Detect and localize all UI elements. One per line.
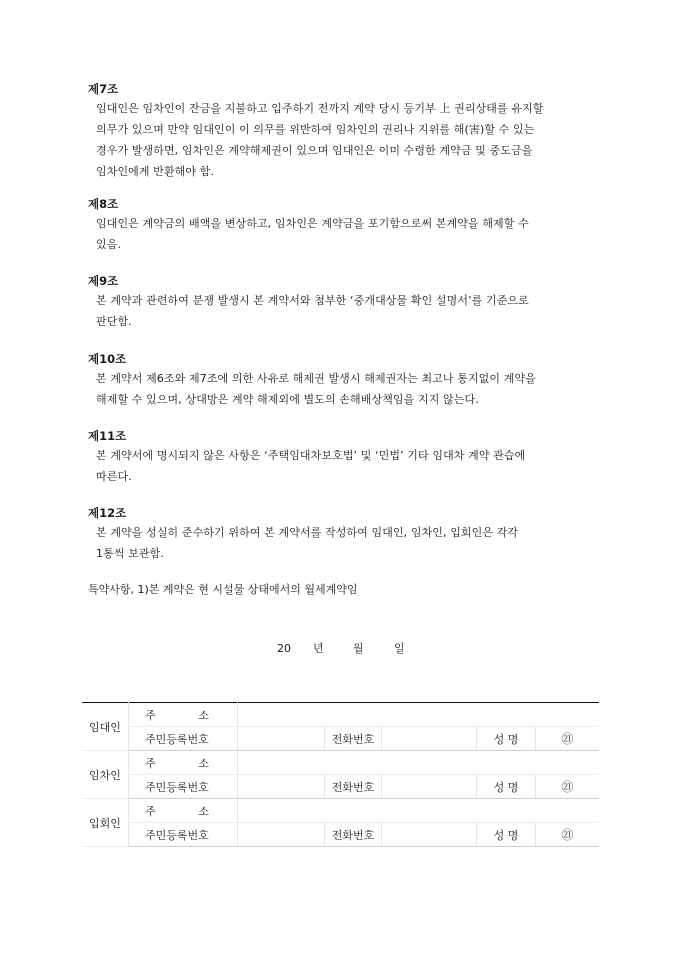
clause-line: 의무가 있으며 만약 임대인이 이 의무를 위반하여 임차인의 권리나 지위를 해(害)할 수 있는 xyxy=(96,123,535,136)
seal-icon: ㉑ xyxy=(536,775,600,799)
clause-line: 본 계약서에 명시되지 않은 사항은 ‘주택임대차보호법’ 및 ‘민법’ 기타 임대차 계약 관습에 xyxy=(96,449,526,462)
clause-body xyxy=(96,522,608,564)
address-label-b: 소 xyxy=(198,708,209,722)
phone-label: 전화번호 xyxy=(325,727,382,751)
witness-address-row xyxy=(82,799,599,823)
phone-label: 전화번호 xyxy=(325,823,382,847)
tenant-phone-field[interactable] xyxy=(382,775,477,799)
clause-line: 본 계약과 관련하여 분쟁 발생시 본 계약서와 첨부한 ‘중개대상물 확인 설명서’를 기준으로 xyxy=(96,294,529,307)
clause-line: 본 계약서 제6조와 제7조에 의한 사유로 해제권 발생시 해제권자는 최고나 통지없이 계약을 xyxy=(96,372,536,385)
address-label xyxy=(129,799,238,823)
clause-line: 임대인은 계약금의 배액을 변상하고, 임차인은 계약금을 포기함으로써 본계약을 해제할 수 xyxy=(96,217,529,230)
special-terms: 특약사항, 1)본 계약은 현 시설물 상태에서의 월세계약임 xyxy=(88,583,358,596)
date-day: 일 xyxy=(394,642,405,655)
landlord-phone-field[interactable] xyxy=(382,727,477,751)
clause-10 xyxy=(88,350,608,410)
landlord-address-row xyxy=(82,703,599,727)
seal-icon: ㉑ xyxy=(536,727,600,751)
landlord-id-field[interactable] xyxy=(238,727,325,751)
id-label: 주민등록번호 xyxy=(129,727,238,751)
clause-line: 있음. xyxy=(96,238,122,251)
clause-title: 제10조 xyxy=(88,352,127,366)
clause-9 xyxy=(88,272,608,332)
tenant-id-row xyxy=(82,775,599,799)
witness-phone-field[interactable] xyxy=(382,823,477,847)
clause-11 xyxy=(88,427,608,487)
clause-body xyxy=(96,213,608,255)
tenant-id-field[interactable] xyxy=(238,775,325,799)
address-label-a: 주 xyxy=(145,708,156,722)
id-label: 주민등록번호 xyxy=(129,823,238,847)
date-year-prefix: 20 xyxy=(277,642,291,655)
clause-line: 판단함. xyxy=(96,315,132,328)
id-label: 주민등록번호 xyxy=(129,775,238,799)
signers-table xyxy=(82,702,599,847)
clause-7 xyxy=(88,80,608,182)
clause-title: 제7조 xyxy=(88,82,119,96)
landlord-id-row xyxy=(82,727,599,751)
witness-address-field[interactable] xyxy=(238,799,600,823)
seal-icon: ㉑ xyxy=(536,823,600,847)
name-label: 성 명 xyxy=(477,823,536,847)
witness-id-row xyxy=(82,823,599,847)
clause-body xyxy=(96,98,608,182)
role-witness: 입회인 xyxy=(82,799,129,847)
clause-line: 따른다. xyxy=(96,470,132,483)
role-landlord: 임대인 xyxy=(82,703,129,751)
phone-label: 전화번호 xyxy=(325,775,382,799)
clause-body xyxy=(96,445,608,487)
address-label-b: 소 xyxy=(198,756,209,770)
address-label-a: 주 xyxy=(145,756,156,770)
clause-line: 1통씩 보관함. xyxy=(96,547,164,560)
clause-line: 본 계약을 성실히 준수하기 위하여 본 계약서를 작성하여 임대인, 임차인, 입회인은 각각 xyxy=(96,526,519,539)
clause-12 xyxy=(88,504,608,564)
clause-title: 제8조 xyxy=(88,197,119,211)
tenant-address-field[interactable] xyxy=(238,751,600,775)
clause-line: 해제할 수 있으며, 상대방은 계약 해제외에 별도의 손해배상책임을 지지 않는다. xyxy=(96,393,479,406)
witness-id-field[interactable] xyxy=(238,823,325,847)
clause-title: 제11조 xyxy=(88,429,127,443)
clause-title: 제12조 xyxy=(88,506,127,520)
clause-body xyxy=(96,368,608,410)
address-label xyxy=(129,703,238,727)
role-tenant: 임차인 xyxy=(82,751,129,799)
tenant-address-row xyxy=(82,751,599,775)
landlord-address-field[interactable] xyxy=(238,703,600,727)
date-month: 월 xyxy=(353,642,364,655)
address-label-a: 주 xyxy=(145,804,156,818)
name-label: 성 명 xyxy=(477,727,536,751)
clause-body xyxy=(96,290,608,332)
address-label-b: 소 xyxy=(198,804,209,818)
address-label xyxy=(129,751,238,775)
clause-8 xyxy=(88,195,608,255)
clause-line: 임차인에게 반환해야 함. xyxy=(96,165,215,178)
clause-title: 제9조 xyxy=(88,274,119,288)
date-year: 년 xyxy=(313,642,324,655)
clause-line: 임대인은 임차인이 잔금을 지불하고 입주하기 전까지 계약 당시 등기부 上 권리상태를 유지할 xyxy=(96,102,544,115)
name-label: 성 명 xyxy=(477,775,536,799)
clause-line: 경우가 발생하면, 임차인은 계약해제권이 있으며 임대인은 이미 수령한 계약금 및 중도금을 xyxy=(96,144,533,157)
